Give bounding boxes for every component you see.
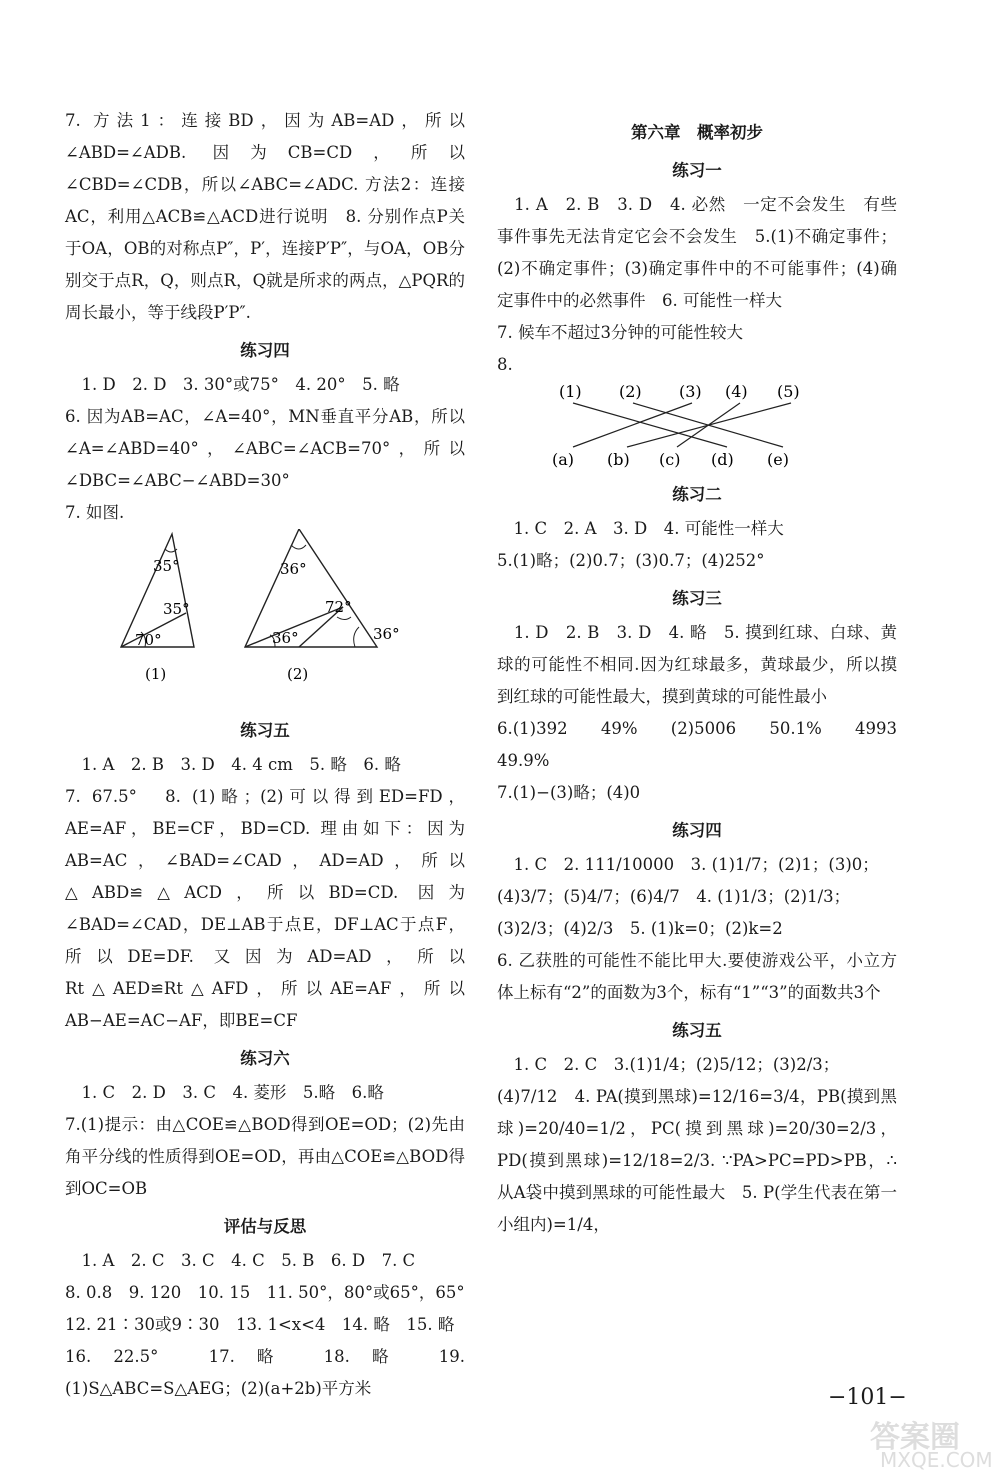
answer-paragraph: 1. A 2. C 3. C 4. C 5. B 6. D 7. C — [65, 1251, 416, 1270]
angle-label: 70° — [135, 631, 162, 649]
answer-paragraph: 8. 0.8 9. 120 10. 15 11. 50°，80°或65°，65° — [65, 1283, 465, 1302]
right-column — [497, 105, 914, 1241]
left-column — [65, 105, 465, 1405]
answer-paragraph: 1. A 2. B 3. D 4. 必然 一定不会发生 有些事件事先无法肯定它会不会发生 5.(1)不确定事件；(2)不确定事件；(3)确定事件中的不可能事件；(4)确定事件中的必然事件 6. 可能性一样大 — [497, 195, 897, 310]
answer-paragraph: 1. C 2. 111/10000 3. (1)1/7；(2)1；(3)0； — [497, 855, 879, 874]
answer-paragraph: (3)2/3；(4)2/3 5. (1)k=0；(2)k=2 — [497, 919, 783, 938]
angle-arc — [291, 545, 306, 549]
answer-paragraph: 1. C 2. A 3. D 4. 可能性一样大 — [497, 519, 784, 538]
section-heading: 练习二 — [672, 485, 722, 504]
answer-paragraph: 16. 22.5° 17. 略 18. 略 19.(1)S△ABC=S△AEG；(2)(a+2b)平方米 — [65, 1347, 465, 1398]
answer-paragraph: 8. — [497, 355, 513, 374]
angle-label: 36° — [280, 560, 307, 578]
section-heading: 练习五 — [672, 1021, 722, 1040]
angle-label: 35° — [153, 557, 180, 575]
answer-paragraph: 7. 候车不超过3分钟的可能性较大 — [497, 323, 743, 342]
answer-paragraph: 7. 如图. — [65, 503, 125, 522]
answer-paragraph: 1. A 2. B 3. D 4. 4 cm 5. 略 6. 略 — [65, 755, 401, 774]
answer-paragraph: (4)7/12 4. PA(摸到黑球)=12/16=3/4，PB(摸到黑球)=20/40=1/2，PC(摸到黑球)=20/30=2/3，PD(摸到黑球)=12/18=2/3. ∵PA>PC=PD>PB，∴从A袋中摸到黑球的可能性最大 5. P(学生代表在第一小组内)=1/4， — [497, 1087, 897, 1234]
answer-paragraph: 7. 67.5° 8. (1)略；(2)可以得到ED=FD，AE=AF，BE=CF，BD=CD. 理由如下：因为AB=AC，∠BAD=∠CAD，AD=AD，所以△ABD≌△ACD，所以BD=CD. 因为∠BAD=∠CAD，DE⊥AB于点E，DF⊥AC于点F，所以DE=DF. 又因为AD=AD，所以Rt△AED≌Rt△AFD，所以AE=AF，所以AB−AE=AC−AF，即BE=CF — [65, 787, 465, 1030]
answer-paragraph: 6. 因为AB=AC，∠A=40°，MN垂直平分AB，所以∠A=∠ABD=40°，∠ABC=∠ACB=70°，所以∠DBC=∠ABC−∠ABD=30° — [65, 407, 465, 490]
answer-paragraph: 1. D 2. B 3. D 4. 略 5. 摸到红球、白球、黄球的可能性不相同.因为红球最多，黄球最少，所以摸到红球的可能性最大，摸到黄球的可能性最小 — [497, 623, 897, 706]
match-line — [573, 403, 692, 447]
section-heading: 练习一 — [672, 161, 722, 180]
angle-label: 36° — [272, 629, 299, 647]
answer-paragraph: 7.(1)提示：由△COE≌△BOD得到OE=OD；(2)先由角平分线的性质得到OE=OD，再由△COE≌△BOD得到OC=OB — [65, 1115, 465, 1198]
item-top: (5) — [777, 382, 800, 401]
watermark-logo: 答案圈 — [870, 1420, 960, 1455]
item-top: (1) — [559, 382, 582, 401]
item-bottom: (c) — [659, 450, 681, 469]
answer-paragraph: 5.(1)略；(2)0.7；(3)0.7；(4)252° — [497, 551, 765, 570]
answer-paragraph: 1. D 2. D 3. 30°或75° 4. 20° 5. 略 — [65, 375, 400, 394]
answer-paragraph: 1. C 2. C 3.(1)1/4；(2)5/12；(3)2/3； — [497, 1055, 840, 1074]
angle-label: 36° — [373, 625, 400, 643]
item-bottom: (d) — [711, 450, 734, 469]
section-heading: 练习五 — [240, 721, 290, 740]
answer-paragraph: 12. 21∶30或9∶30 13. 1<x<4 14. 略 15. 略 — [65, 1315, 455, 1334]
item-top: (2) — [619, 382, 642, 401]
section-heading: 练习六 — [240, 1049, 290, 1068]
watermark-url: MXQE.COM — [880, 1448, 993, 1472]
section-heading: 练习四 — [240, 341, 290, 360]
item-top: (3) — [679, 382, 702, 401]
answer-paragraph: 1. C 2. D 3. C 4. 菱形 5.略 6.略 — [65, 1083, 384, 1102]
section-heading: 练习四 — [672, 821, 722, 840]
section-heading: 练习三 — [672, 589, 722, 608]
triangles-figure — [115, 529, 415, 709]
answer-paragraph: 7. 方法1：连接BD，因为AB=AD，所以∠ABD=∠ADB. 因为CB=CD，所以∠CBD=∠CDB，所以∠ABC=∠ADC. 方法2：连接AC，利用△ACB≌△ACD进行说明 8. 分别作点P关于OA，OB的对称点P″，P′，连接P′P″，与OA，OB分别交于点R，Q，则点R，Q就是所求的两点，△PQR的周长最小，等于线段P′P″. — [65, 111, 465, 322]
answer-paragraph: 6. 乙获胜的可能性不能比甲大.要使游戏公平，小立方体上标有“2”的面数为3个，标有“1”“3”的面数共3个 — [497, 951, 897, 1002]
item-bottom: (a) — [552, 450, 575, 469]
figure-caption: (2) — [287, 665, 309, 683]
section-heading: 评估与反思 — [223, 1217, 307, 1236]
figure-caption: (1) — [145, 665, 167, 683]
item-top: (4) — [725, 382, 748, 401]
angle-label: 72° — [325, 598, 352, 616]
matching-figure — [547, 381, 847, 473]
angle-label: 35° — [163, 600, 190, 618]
page-number: −101− — [828, 1385, 907, 1410]
answer-paragraph: (4)3/7；(5)4/7；(6)4/7 4. (1)1/3；(2)1/3； — [497, 887, 851, 906]
item-bottom: (e) — [767, 450, 789, 469]
answer-paragraph: 7.(1)−(3)略；(4)0 — [497, 783, 641, 802]
angle-arc — [337, 617, 351, 620]
answer-paragraph: 6.(1)392 49% (2)5006 50.1% 4993 49.9% — [497, 719, 914, 770]
section-heading: 第六章 概率初步 — [631, 123, 763, 142]
angle-arc — [354, 627, 359, 647]
item-bottom: (b) — [607, 450, 630, 469]
